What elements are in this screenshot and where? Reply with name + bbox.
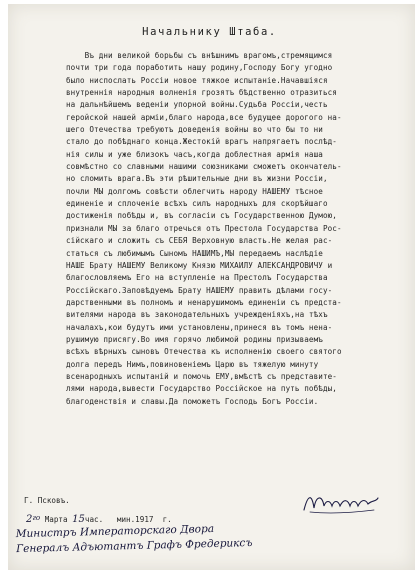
body-line: на дальнѣйшемъ веденіи упорной войны.Судьба Россіи,честь — [66, 100, 328, 110]
body-line: лями народа,вывести Государство Россійское на путь побѣды, — [66, 384, 337, 394]
body-line: всенародныхъ испытаній и помочь ЕМУ,вмѣстѣ съ представите- — [66, 371, 337, 381]
body-line: дарственными въ полномъ и ненарушимомъ единеніи съ предста- — [66, 297, 342, 307]
countersignature-frederiks — [16, 521, 257, 557]
body-line: единеніе и сплоченіе всѣхъ силъ народныхъ для скорѣйшаго — [66, 199, 328, 209]
body-line: стало до побѣднаго конца.Жестокій врагъ напрягаетъ послѣд- — [66, 137, 337, 147]
body-line: внутреннія народныя волненія грозятъ бѣдственно отразиться — [66, 88, 337, 98]
body-line: нія силы и уже близокъ часъ,когда доблестная армія наша — [66, 149, 323, 159]
body-line: совмѣстно со славными нашими союзниками сможетъ окончатель- — [66, 162, 342, 172]
body-line: почти три года поработить нашу родину,Господу Богу угодно — [66, 63, 333, 73]
body-line: долга передъ Нимъ,повиновеніемъ Царю въ тяжелую минуту — [66, 359, 319, 369]
body-line: признали МЫ за благо отречься отъ Престола Государства Рос- — [66, 223, 342, 233]
body-line: благословляемъ Его на вступленіе на Престолъ Государства — [66, 273, 328, 283]
body-line: но сломить врага.Въ эти рѣшительные дни въ жизни Россіи, — [66, 174, 328, 184]
body-line: рушимую присягу.Во имя горячо любимой родины призываемъ — [66, 334, 323, 344]
date-rest: час. мин.1917 г. — [84, 515, 172, 524]
handwritten-signature-nikolai — [300, 488, 380, 516]
body-line: геройской нашей арміи,благо народа,все будущее дорогого на- — [66, 112, 342, 122]
body-line: благоденствія и славы.Да поможетъ Господь Богъ Россіи. — [66, 396, 319, 406]
body-line: было ниспослать Россіи новое тяжкое испытаніе.Начавшіяся — [66, 75, 328, 85]
countersign-line-1: Министръ Императорскаго Двора — [15, 522, 215, 541]
date-day-suffix: го — [32, 514, 41, 522]
body-line: шего Отечества требуютъ доведенія войны во что бы то ни — [66, 125, 323, 135]
date-month: Марта — [44, 515, 68, 524]
date-day-handwritten: 2 — [26, 514, 33, 525]
body-line: Въ дни великой борьбы съ внѣшнимъ врагомъ,стремящимся — [66, 51, 333, 60]
body-line: сійскаго и сложить съ СЕБЯ Верховную власть.Не желая рас- — [66, 236, 333, 246]
countersign-line-2: Генералъ Адъютантъ Графъ Фредерикcъ — [16, 536, 253, 556]
place-line: Г. Псковъ. — [24, 496, 70, 505]
body-line: НАШЕ Брату НАШЕМУ Великому Князю МИХАИЛУ АЛЕКСАНДРОВИЧУ и — [66, 260, 333, 270]
body-line: достиженія побѣды и, въ согласіи съ Государственною Думою, — [66, 211, 337, 221]
document-title: Начальнику Штаба. — [142, 26, 277, 38]
body-line: вителями народа въ законодательныхъ учрежденіяхъ,на тѣхъ — [66, 310, 328, 320]
body-line: почли МЫ долгомъ совѣсти облегчить народу НАШЕМУ тѣсное — [66, 186, 323, 196]
body-line: Россійскаго.Заповѣдуемъ Брату НАШЕМУ править дѣлами госу- — [66, 285, 333, 295]
body-line: началахъ,кои будутъ ими установлены,принеся въ томъ нена- — [66, 322, 333, 332]
date-hour-handwritten: 15 — [72, 514, 85, 525]
manifesto-body — [66, 50, 398, 408]
body-line: статься съ любимымъ Сыномъ НАШИМЪ,МЫ передаемъ наслѣдіе — [66, 248, 323, 258]
body-line: всѣхъ вѣрныхъ сыновъ Отечества къ исполненію своего святого — [66, 347, 342, 357]
